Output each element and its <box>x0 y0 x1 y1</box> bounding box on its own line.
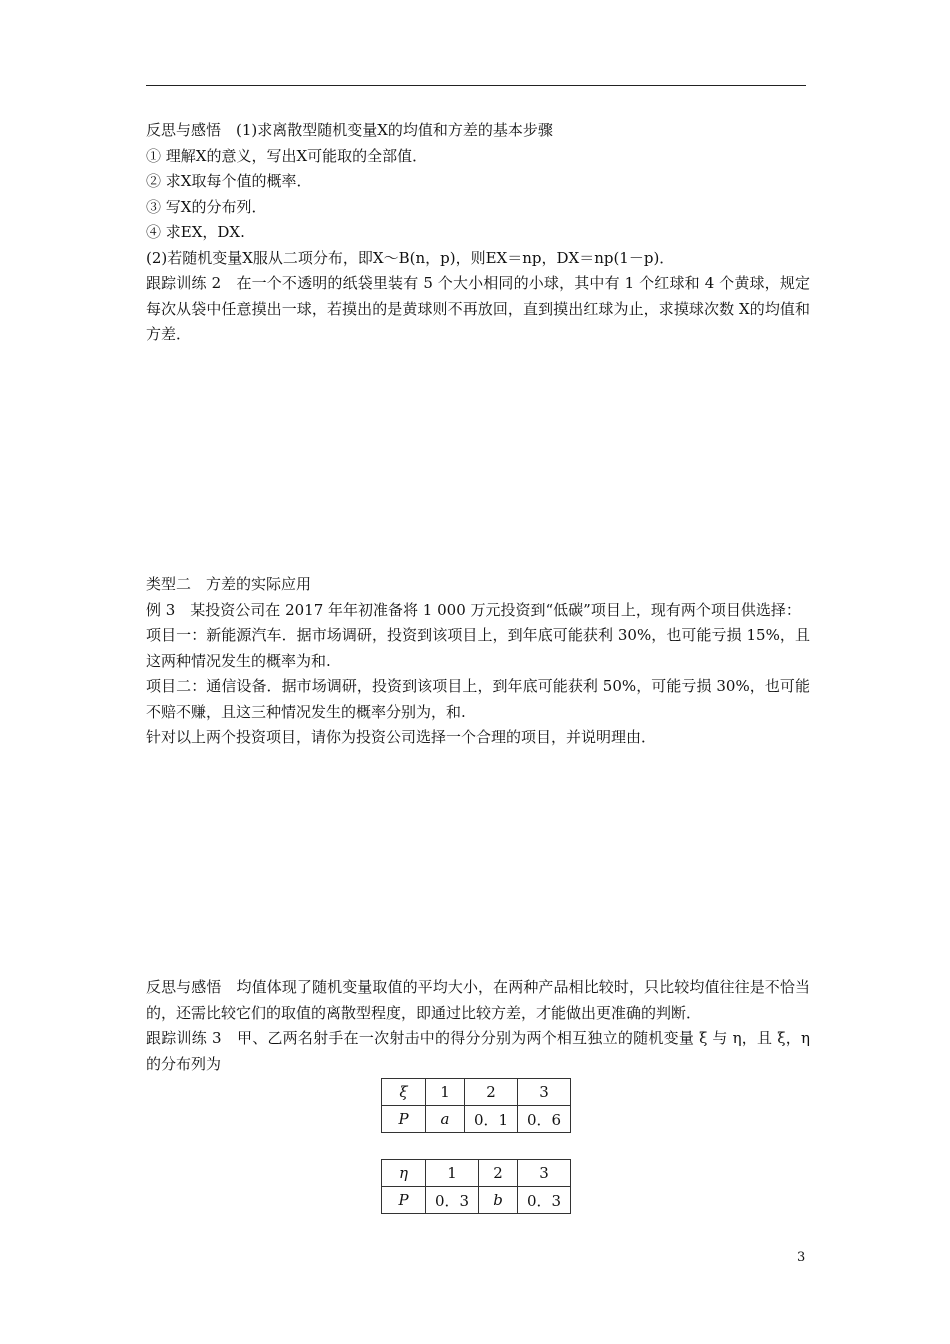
binomial-note: (2)若随机变量X服从二项分布，即X～B(n，p)，则EX＝np，DX＝np(1－p)． <box>146 248 675 267</box>
reflection-1 <box>146 118 810 348</box>
table-row <box>382 1160 571 1187</box>
table-cell: 1 <box>426 1160 479 1187</box>
section-2-heading: 类型二 方差的实际应用 <box>146 575 312 593</box>
reflection-2: 反思与感悟 均值体现了随机变量取值的平均大小，在两种产品相比较时，只比较均值往往是不恰当的，还需比较它们的取值的离散型程度，即通过比较方差，才能做出更准确的判断． <box>146 978 810 1022</box>
table-row <box>382 1079 571 1106</box>
project-2: 项目二：通信设备．据市场调研，投资到该项目上，到年底可能获利 50%，可能亏损 30%，也可能不赔不赚，且这三种情况发生的概率分别为，和. <box>146 677 810 721</box>
table-row <box>382 1187 571 1214</box>
table-cell: 0．3 <box>518 1187 571 1214</box>
step-4: ④ 求EX，DX. <box>146 223 245 241</box>
table-cell: 2 <box>465 1079 518 1106</box>
reflection-1-title: 反思与感悟 (1)求离散型随机变量X的均值和方差的基本步骤 <box>146 121 553 139</box>
distribution-table-xi <box>381 1078 571 1133</box>
step-3: ③ 写X的分布列． <box>146 197 267 216</box>
exercise-3: 跟踪训练 3 甲、乙两名射手在一次射击中的得分分别为两个相互独立的随机变量 ξ 与 η，且 ξ，η 的分布列为 <box>146 1029 810 1073</box>
distribution-table-eta <box>381 1159 571 1214</box>
reflection-2-block <box>146 975 810 1077</box>
table-cell: 0．3 <box>426 1187 479 1214</box>
table-cell: 0．6 <box>518 1106 571 1133</box>
table-row <box>382 1106 571 1133</box>
table-cell: 3 <box>518 1079 571 1106</box>
table-cell: 2 <box>479 1160 518 1187</box>
table-cell: 1 <box>426 1079 465 1106</box>
table-cell: b <box>479 1187 518 1214</box>
step-1: ① 理解X的意义，写出X可能取的全部值． <box>146 146 428 165</box>
table-cell: P <box>382 1187 426 1214</box>
table-cell: a <box>426 1106 465 1133</box>
header-rule <box>146 85 806 86</box>
table-cell: P <box>382 1106 426 1133</box>
page-number: 3 <box>797 1250 806 1265</box>
table-cell: 3 <box>518 1160 571 1187</box>
example-3: 例 3 某投资公司在 2017 年年初准备将 1 000 万元投资到“低碳”项目上，现有两个项目供选择： <box>146 600 801 619</box>
table-cell: ξ <box>382 1079 426 1106</box>
exercise-2: 跟踪训练 2 在一个不透明的纸袋里装有 5 个大小相同的小球，其中有 1 个红球和 4 个黄球，规定每次从袋中任意摸出一球，若摸出的是黄球则不再放回，直到摸出红球为止，求摸球次数 X的均值和方差． <box>146 274 810 343</box>
step-2: ② 求X取每个值的概率． <box>146 172 312 190</box>
section-2 <box>146 572 810 751</box>
table-cell: 0．1 <box>465 1106 518 1133</box>
project-1: 项目一：新能源汽车．据市场调研，投资到该项目上，到年底可能获利 30%，也可能亏损 15%，且这两种情况发生的概率为和. <box>146 626 810 670</box>
table-cell: η <box>382 1160 426 1187</box>
question: 针对以上两个投资项目，请你为投资公司选择一个合理的项目，并说明理由． <box>146 728 657 746</box>
